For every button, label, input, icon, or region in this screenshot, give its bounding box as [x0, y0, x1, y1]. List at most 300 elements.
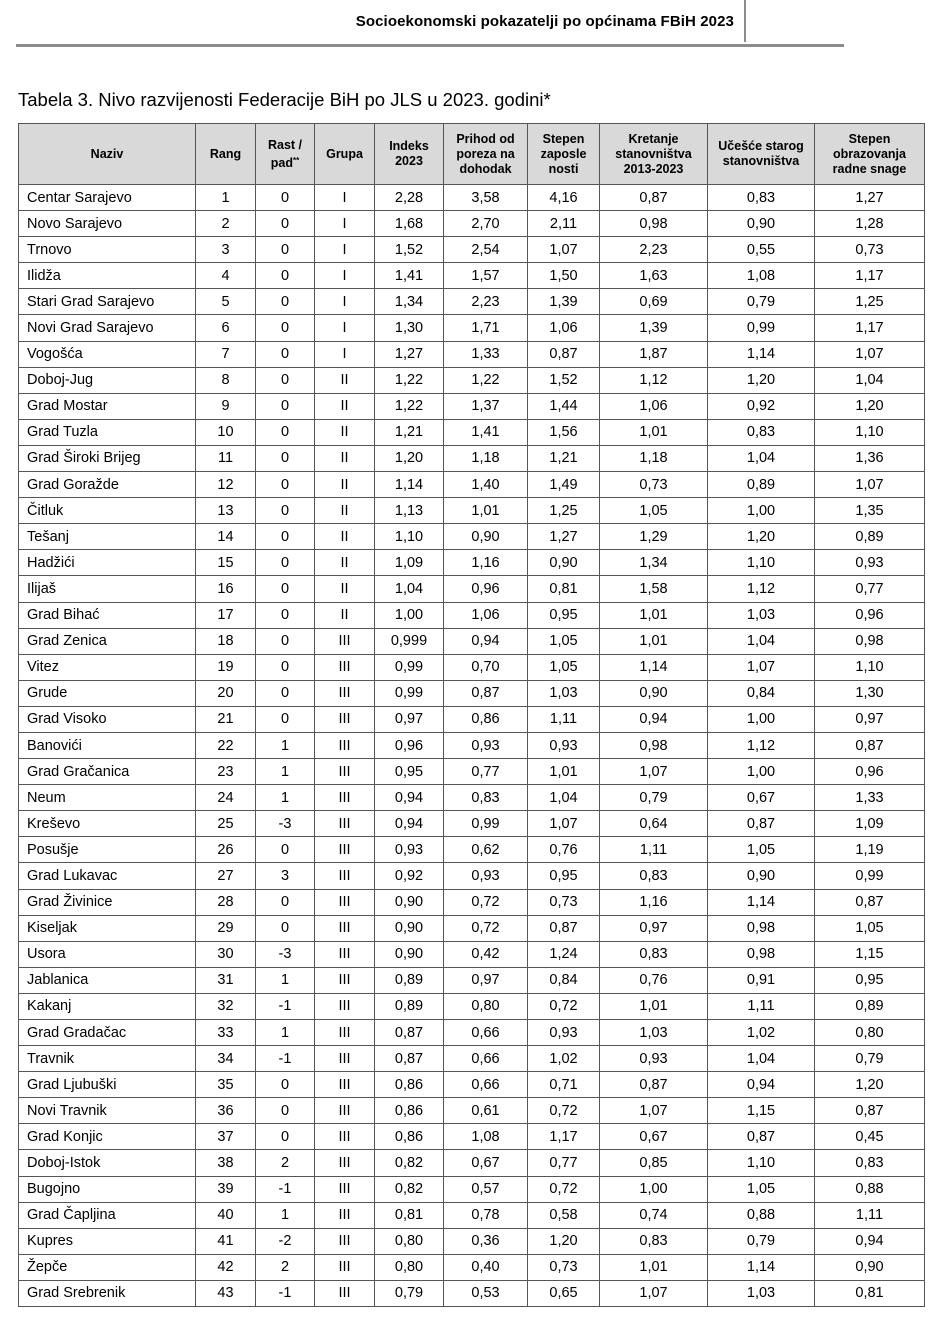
cell-naziv: Jablanica [19, 967, 196, 993]
cell-zaposlenost: 0,93 [528, 732, 600, 758]
cell-prihod: 1,41 [444, 419, 528, 445]
cell-naziv: Kupres [19, 1228, 196, 1254]
cell-prihod: 1,71 [444, 315, 528, 341]
table-row [19, 654, 925, 680]
cell-zaposlenost: 1,24 [528, 941, 600, 967]
column-header-grupa: Grupa [315, 124, 375, 185]
table-row [19, 367, 925, 393]
cell-indeks: 1,21 [375, 419, 444, 445]
cell-ucesce: 0,94 [708, 1072, 815, 1098]
cell-grupa: II [315, 576, 375, 602]
cell-kretanje: 0,87 [600, 1072, 708, 1098]
cell-naziv: Trnovo [19, 237, 196, 263]
cell-zaposlenost: 0,95 [528, 602, 600, 628]
cell-rang: 21 [196, 706, 256, 732]
cell-obrazovanje: 0,79 [815, 1046, 925, 1072]
cell-grupa: I [315, 315, 375, 341]
table-row [19, 550, 925, 576]
cell-rast-pad: 2 [256, 1254, 315, 1280]
cell-rang: 20 [196, 680, 256, 706]
cell-grupa: II [315, 472, 375, 498]
table-row [19, 1020, 925, 1046]
cell-zaposlenost: 0,65 [528, 1280, 600, 1306]
cell-prihod: 1,08 [444, 1124, 528, 1150]
cell-prihod: 0,40 [444, 1254, 528, 1280]
cell-naziv: Bugojno [19, 1176, 196, 1202]
cell-rast-pad: -3 [256, 941, 315, 967]
cell-naziv: Grad Živinice [19, 889, 196, 915]
cell-rang: 15 [196, 550, 256, 576]
cell-rast-pad: 0 [256, 315, 315, 341]
cell-indeks: 0,92 [375, 863, 444, 889]
cell-grupa: III [315, 1020, 375, 1046]
cell-rang: 8 [196, 367, 256, 393]
cell-grupa: II [315, 498, 375, 524]
cell-zaposlenost: 1,02 [528, 1046, 600, 1072]
cell-ucesce: 0,83 [708, 185, 815, 211]
column-header-obrazovanje: Stepen obrazovanja radne snage [815, 124, 925, 185]
cell-indeks: 2,28 [375, 185, 444, 211]
cell-obrazovanje: 0,96 [815, 759, 925, 785]
cell-prihod: 0,53 [444, 1280, 528, 1306]
cell-grupa: I [315, 341, 375, 367]
cell-ucesce: 1,07 [708, 654, 815, 680]
cell-prihod: 1,33 [444, 341, 528, 367]
cell-obrazovanje: 0,90 [815, 1254, 925, 1280]
column-header-kretanje: Kretanje stanovništva 2013-2023 [600, 124, 708, 185]
cell-indeks: 1,14 [375, 472, 444, 498]
cell-grupa: III [315, 680, 375, 706]
table-row [19, 185, 925, 211]
cell-ucesce: 1,15 [708, 1098, 815, 1124]
cell-grupa: III [315, 1098, 375, 1124]
cell-kretanje: 1,07 [600, 759, 708, 785]
table-row [19, 785, 925, 811]
cell-obrazovanje: 0,83 [815, 1150, 925, 1176]
cell-obrazovanje: 1,19 [815, 837, 925, 863]
cell-ucesce: 0,87 [708, 811, 815, 837]
table-row [19, 445, 925, 471]
cell-grupa: I [315, 211, 375, 237]
cell-prihod: 0,97 [444, 967, 528, 993]
table-row [19, 419, 925, 445]
cell-prihod: 1,01 [444, 498, 528, 524]
cell-grupa: III [315, 993, 375, 1019]
cell-prihod: 0,94 [444, 628, 528, 654]
cell-indeks: 0,80 [375, 1254, 444, 1280]
cell-grupa: III [315, 1072, 375, 1098]
cell-rang: 30 [196, 941, 256, 967]
cell-kretanje: 0,93 [600, 1046, 708, 1072]
cell-naziv: Hadžići [19, 550, 196, 576]
cell-kretanje: 1,01 [600, 1254, 708, 1280]
table-row [19, 498, 925, 524]
cell-rang: 35 [196, 1072, 256, 1098]
cell-indeks: 0,90 [375, 889, 444, 915]
cell-rast-pad: 0 [256, 889, 315, 915]
cell-ucesce: 0,83 [708, 419, 815, 445]
cell-ucesce: 1,04 [708, 628, 815, 654]
cell-zaposlenost: 0,76 [528, 837, 600, 863]
cell-ucesce: 1,02 [708, 1020, 815, 1046]
cell-indeks: 1,00 [375, 602, 444, 628]
cell-obrazovanje: 0,89 [815, 993, 925, 1019]
cell-rang: 9 [196, 393, 256, 419]
cell-grupa: II [315, 602, 375, 628]
cell-kretanje: 1,01 [600, 602, 708, 628]
cell-kretanje: 0,69 [600, 289, 708, 315]
cell-prihod: 0,96 [444, 576, 528, 602]
cell-naziv: Centar Sarajevo [19, 185, 196, 211]
cell-rast-pad: -1 [256, 993, 315, 1019]
cell-obrazovanje: 0,45 [815, 1124, 925, 1150]
cell-prihod: 0,57 [444, 1176, 528, 1202]
cell-zaposlenost: 1,21 [528, 445, 600, 471]
cell-zaposlenost: 4,16 [528, 185, 600, 211]
cell-ucesce: 1,14 [708, 1254, 815, 1280]
cell-ucesce: 1,20 [708, 524, 815, 550]
page-header [16, 0, 844, 47]
cell-grupa: III [315, 628, 375, 654]
cell-indeks: 0,81 [375, 1202, 444, 1228]
cell-ucesce: 1,08 [708, 263, 815, 289]
table-header-row [19, 124, 925, 185]
cell-grupa: III [315, 811, 375, 837]
cell-grupa: III [315, 1254, 375, 1280]
cell-grupa: III [315, 863, 375, 889]
cell-rang: 25 [196, 811, 256, 837]
table-row [19, 602, 925, 628]
cell-kretanje: 1,34 [600, 550, 708, 576]
cell-kretanje: 0,73 [600, 472, 708, 498]
cell-indeks: 0,90 [375, 915, 444, 941]
cell-obrazovanje: 0,96 [815, 602, 925, 628]
cell-obrazovanje: 0,99 [815, 863, 925, 889]
cell-grupa: III [315, 1176, 375, 1202]
cell-prihod: 2,23 [444, 289, 528, 315]
cell-obrazovanje: 1,17 [815, 263, 925, 289]
cell-kretanje: 1,05 [600, 498, 708, 524]
cell-rang: 14 [196, 524, 256, 550]
cell-indeks: 0,93 [375, 837, 444, 863]
cell-rang: 2 [196, 211, 256, 237]
cell-zaposlenost: 0,87 [528, 341, 600, 367]
cell-obrazovanje: 1,15 [815, 941, 925, 967]
cell-rang: 41 [196, 1228, 256, 1254]
cell-rast-pad: 0 [256, 602, 315, 628]
cell-prihod: 0,80 [444, 993, 528, 1019]
cell-indeks: 0,86 [375, 1072, 444, 1098]
cell-naziv: Doboj-Istok [19, 1150, 196, 1176]
cell-obrazovanje: 1,10 [815, 654, 925, 680]
table-row [19, 472, 925, 498]
cell-grupa: III [315, 654, 375, 680]
cell-indeks: 1,41 [375, 263, 444, 289]
cell-rast-pad: 1 [256, 1202, 315, 1228]
cell-obrazovanje: 1,36 [815, 445, 925, 471]
cell-ucesce: 0,98 [708, 941, 815, 967]
cell-obrazovanje: 0,87 [815, 1098, 925, 1124]
cell-kretanje: 1,01 [600, 628, 708, 654]
cell-naziv: Grad Mostar [19, 393, 196, 419]
table-row [19, 289, 925, 315]
cell-indeks: 1,04 [375, 576, 444, 602]
cell-grupa: III [315, 1046, 375, 1072]
cell-kretanje: 1,16 [600, 889, 708, 915]
cell-naziv: Doboj-Jug [19, 367, 196, 393]
cell-naziv: Tešanj [19, 524, 196, 550]
cell-rang: 10 [196, 419, 256, 445]
header-title-box [356, 0, 746, 42]
cell-indeks: 0,86 [375, 1124, 444, 1150]
table-caption: Tabela 3. Nivo razvijenosti Federacije BiH po JLS u 2023. godini* [18, 89, 551, 110]
cell-naziv: Kreševo [19, 811, 196, 837]
cell-indeks: 1,27 [375, 341, 444, 367]
cell-obrazovanje: 1,11 [815, 1202, 925, 1228]
cell-ucesce: 1,20 [708, 367, 815, 393]
cell-zaposlenost: 1,44 [528, 393, 600, 419]
cell-rang: 38 [196, 1150, 256, 1176]
cell-rang: 40 [196, 1202, 256, 1228]
cell-zaposlenost: 0,81 [528, 576, 600, 602]
cell-prihod: 1,37 [444, 393, 528, 419]
cell-indeks: 0,82 [375, 1150, 444, 1176]
cell-prihod: 0,93 [444, 732, 528, 758]
cell-rast-pad: 0 [256, 393, 315, 419]
cell-zaposlenost: 1,04 [528, 785, 600, 811]
cell-grupa: III [315, 732, 375, 758]
cell-kretanje: 0,67 [600, 1124, 708, 1150]
table-row [19, 211, 925, 237]
cell-rang: 24 [196, 785, 256, 811]
cell-rast-pad: 0 [256, 498, 315, 524]
cell-obrazovanje: 0,94 [815, 1228, 925, 1254]
table-row [19, 524, 925, 550]
column-header-zaposlenost: Stepen zaposle nosti [528, 124, 600, 185]
cell-prihod: 0,83 [444, 785, 528, 811]
cell-zaposlenost: 1,01 [528, 759, 600, 785]
cell-obrazovanje: 1,07 [815, 341, 925, 367]
cell-rang: 6 [196, 315, 256, 341]
cell-grupa: III [315, 889, 375, 915]
cell-grupa: III [315, 785, 375, 811]
cell-rang: 28 [196, 889, 256, 915]
cell-ucesce: 1,00 [708, 498, 815, 524]
cell-naziv: Posušje [19, 837, 196, 863]
cell-rast-pad: 0 [256, 341, 315, 367]
cell-rast-pad: -1 [256, 1176, 315, 1202]
cell-rang: 26 [196, 837, 256, 863]
cell-zaposlenost: 0,95 [528, 863, 600, 889]
column-header-naziv: Naziv [19, 124, 196, 185]
cell-naziv: Grad Gradačac [19, 1020, 196, 1046]
cell-grupa: I [315, 263, 375, 289]
cell-indeks: 1,22 [375, 393, 444, 419]
cell-indeks: 0,87 [375, 1046, 444, 1072]
cell-prihod: 0,78 [444, 1202, 528, 1228]
cell-grupa: III [315, 1150, 375, 1176]
cell-rang: 12 [196, 472, 256, 498]
cell-prihod: 0,66 [444, 1020, 528, 1046]
table-row [19, 706, 925, 732]
cell-zaposlenost: 1,52 [528, 367, 600, 393]
cell-rast-pad: 0 [256, 472, 315, 498]
cell-ucesce: 1,05 [708, 837, 815, 863]
cell-kretanje: 1,06 [600, 393, 708, 419]
cell-zaposlenost: 1,05 [528, 654, 600, 680]
table-row [19, 1176, 925, 1202]
cell-prihod: 1,40 [444, 472, 528, 498]
cell-naziv: Grad Visoko [19, 706, 196, 732]
cell-prihod: 1,06 [444, 602, 528, 628]
cell-rast-pad: 1 [256, 759, 315, 785]
cell-indeks: 0,95 [375, 759, 444, 785]
cell-ucesce: 1,12 [708, 732, 815, 758]
cell-kretanje: 0,83 [600, 941, 708, 967]
cell-prihod: 1,22 [444, 367, 528, 393]
cell-naziv: Stari Grad Sarajevo [19, 289, 196, 315]
cell-rast-pad: 1 [256, 785, 315, 811]
cell-zaposlenost: 1,07 [528, 811, 600, 837]
table-row [19, 811, 925, 837]
cell-indeks: 1,09 [375, 550, 444, 576]
cell-rast-pad: 0 [256, 706, 315, 732]
cell-kretanje: 1,01 [600, 419, 708, 445]
cell-kretanje: 1,14 [600, 654, 708, 680]
cell-ucesce: 1,03 [708, 602, 815, 628]
table-row [19, 237, 925, 263]
cell-indeks: 1,20 [375, 445, 444, 471]
column-header-prihod: Prihod od poreza na dohodak [444, 124, 528, 185]
cell-indeks: 0,96 [375, 732, 444, 758]
cell-naziv: Grad Gračanica [19, 759, 196, 785]
cell-rang: 31 [196, 967, 256, 993]
cell-ucesce: 0,88 [708, 1202, 815, 1228]
cell-ucesce: 1,12 [708, 576, 815, 602]
table-row [19, 315, 925, 341]
table-row [19, 1254, 925, 1280]
cell-rast-pad: -1 [256, 1280, 315, 1306]
column-header-rast-pad: Rast / pad** [256, 124, 315, 185]
cell-rast-pad: 0 [256, 654, 315, 680]
cell-zaposlenost: 0,84 [528, 967, 600, 993]
cell-ucesce: 1,00 [708, 706, 815, 732]
cell-obrazovanje: 1,05 [815, 915, 925, 941]
cell-kretanje: 1,12 [600, 367, 708, 393]
cell-kretanje: 1,07 [600, 1280, 708, 1306]
table-row [19, 1150, 925, 1176]
cell-naziv: Novi Grad Sarajevo [19, 315, 196, 341]
cell-indeks: 0,99 [375, 654, 444, 680]
cell-prihod: 0,70 [444, 654, 528, 680]
cell-kretanje: 0,98 [600, 732, 708, 758]
table-row [19, 941, 925, 967]
cell-naziv: Grad Zenica [19, 628, 196, 654]
cell-obrazovanje: 1,04 [815, 367, 925, 393]
cell-rast-pad: -1 [256, 1046, 315, 1072]
cell-prihod: 2,70 [444, 211, 528, 237]
cell-kretanje: 1,03 [600, 1020, 708, 1046]
cell-ucesce: 0,89 [708, 472, 815, 498]
cell-prihod: 1,18 [444, 445, 528, 471]
cell-indeks: 0,82 [375, 1176, 444, 1202]
cell-ucesce: 0,90 [708, 863, 815, 889]
cell-naziv: Kiseljak [19, 915, 196, 941]
cell-indeks: 0,89 [375, 993, 444, 1019]
table-row [19, 967, 925, 993]
cell-kretanje: 2,23 [600, 237, 708, 263]
cell-prihod: 0,90 [444, 524, 528, 550]
cell-kretanje: 0,79 [600, 785, 708, 811]
cell-rang: 37 [196, 1124, 256, 1150]
cell-grupa: III [315, 1202, 375, 1228]
cell-rast-pad: 0 [256, 550, 315, 576]
table-row [19, 1072, 925, 1098]
cell-ucesce: 0,98 [708, 915, 815, 941]
cell-naziv: Travnik [19, 1046, 196, 1072]
cell-grupa: III [315, 1280, 375, 1306]
cell-indeks: 1,68 [375, 211, 444, 237]
cell-kretanje: 0,98 [600, 211, 708, 237]
cell-rast-pad: 0 [256, 680, 315, 706]
cell-zaposlenost: 0,87 [528, 915, 600, 941]
table-row [19, 341, 925, 367]
cell-rast-pad: 0 [256, 445, 315, 471]
cell-obrazovanje: 0,95 [815, 967, 925, 993]
cell-grupa: III [315, 759, 375, 785]
cell-prihod: 3,58 [444, 185, 528, 211]
cell-naziv: Grad Konjic [19, 1124, 196, 1150]
cell-ucesce: 1,14 [708, 341, 815, 367]
cell-ucesce: 1,03 [708, 1280, 815, 1306]
cell-kretanje: 1,01 [600, 993, 708, 1019]
cell-rast-pad: 0 [256, 1124, 315, 1150]
cell-kretanje: 1,87 [600, 341, 708, 367]
table-row [19, 837, 925, 863]
cell-kretanje: 0,83 [600, 863, 708, 889]
cell-rast-pad: -2 [256, 1228, 315, 1254]
cell-zaposlenost: 1,25 [528, 498, 600, 524]
cell-grupa: III [315, 1124, 375, 1150]
cell-indeks: 1,22 [375, 367, 444, 393]
cell-naziv: Grad Lukavac [19, 863, 196, 889]
table-row [19, 680, 925, 706]
table-row [19, 1124, 925, 1150]
cell-kretanje: 0,94 [600, 706, 708, 732]
table-row [19, 993, 925, 1019]
cell-kretanje: 1,39 [600, 315, 708, 341]
cell-ucesce: 0,67 [708, 785, 815, 811]
cell-indeks: 1,30 [375, 315, 444, 341]
cell-zaposlenost: 1,03 [528, 680, 600, 706]
cell-grupa: II [315, 550, 375, 576]
cell-naziv: Ilijaš [19, 576, 196, 602]
cell-zaposlenost: 1,27 [528, 524, 600, 550]
cell-indeks: 0,80 [375, 1228, 444, 1254]
cell-rang: 7 [196, 341, 256, 367]
cell-naziv: Grad Goražde [19, 472, 196, 498]
cell-naziv: Novi Travnik [19, 1098, 196, 1124]
cell-indeks: 0,99 [375, 680, 444, 706]
cell-zaposlenost: 0,71 [528, 1072, 600, 1098]
cell-prihod: 0,77 [444, 759, 528, 785]
cell-obrazovanje: 1,07 [815, 472, 925, 498]
cell-rast-pad: 0 [256, 1072, 315, 1098]
cell-rang: 34 [196, 1046, 256, 1072]
cell-obrazovanje: 1,09 [815, 811, 925, 837]
cell-obrazovanje: 1,20 [815, 393, 925, 419]
table-row [19, 915, 925, 941]
